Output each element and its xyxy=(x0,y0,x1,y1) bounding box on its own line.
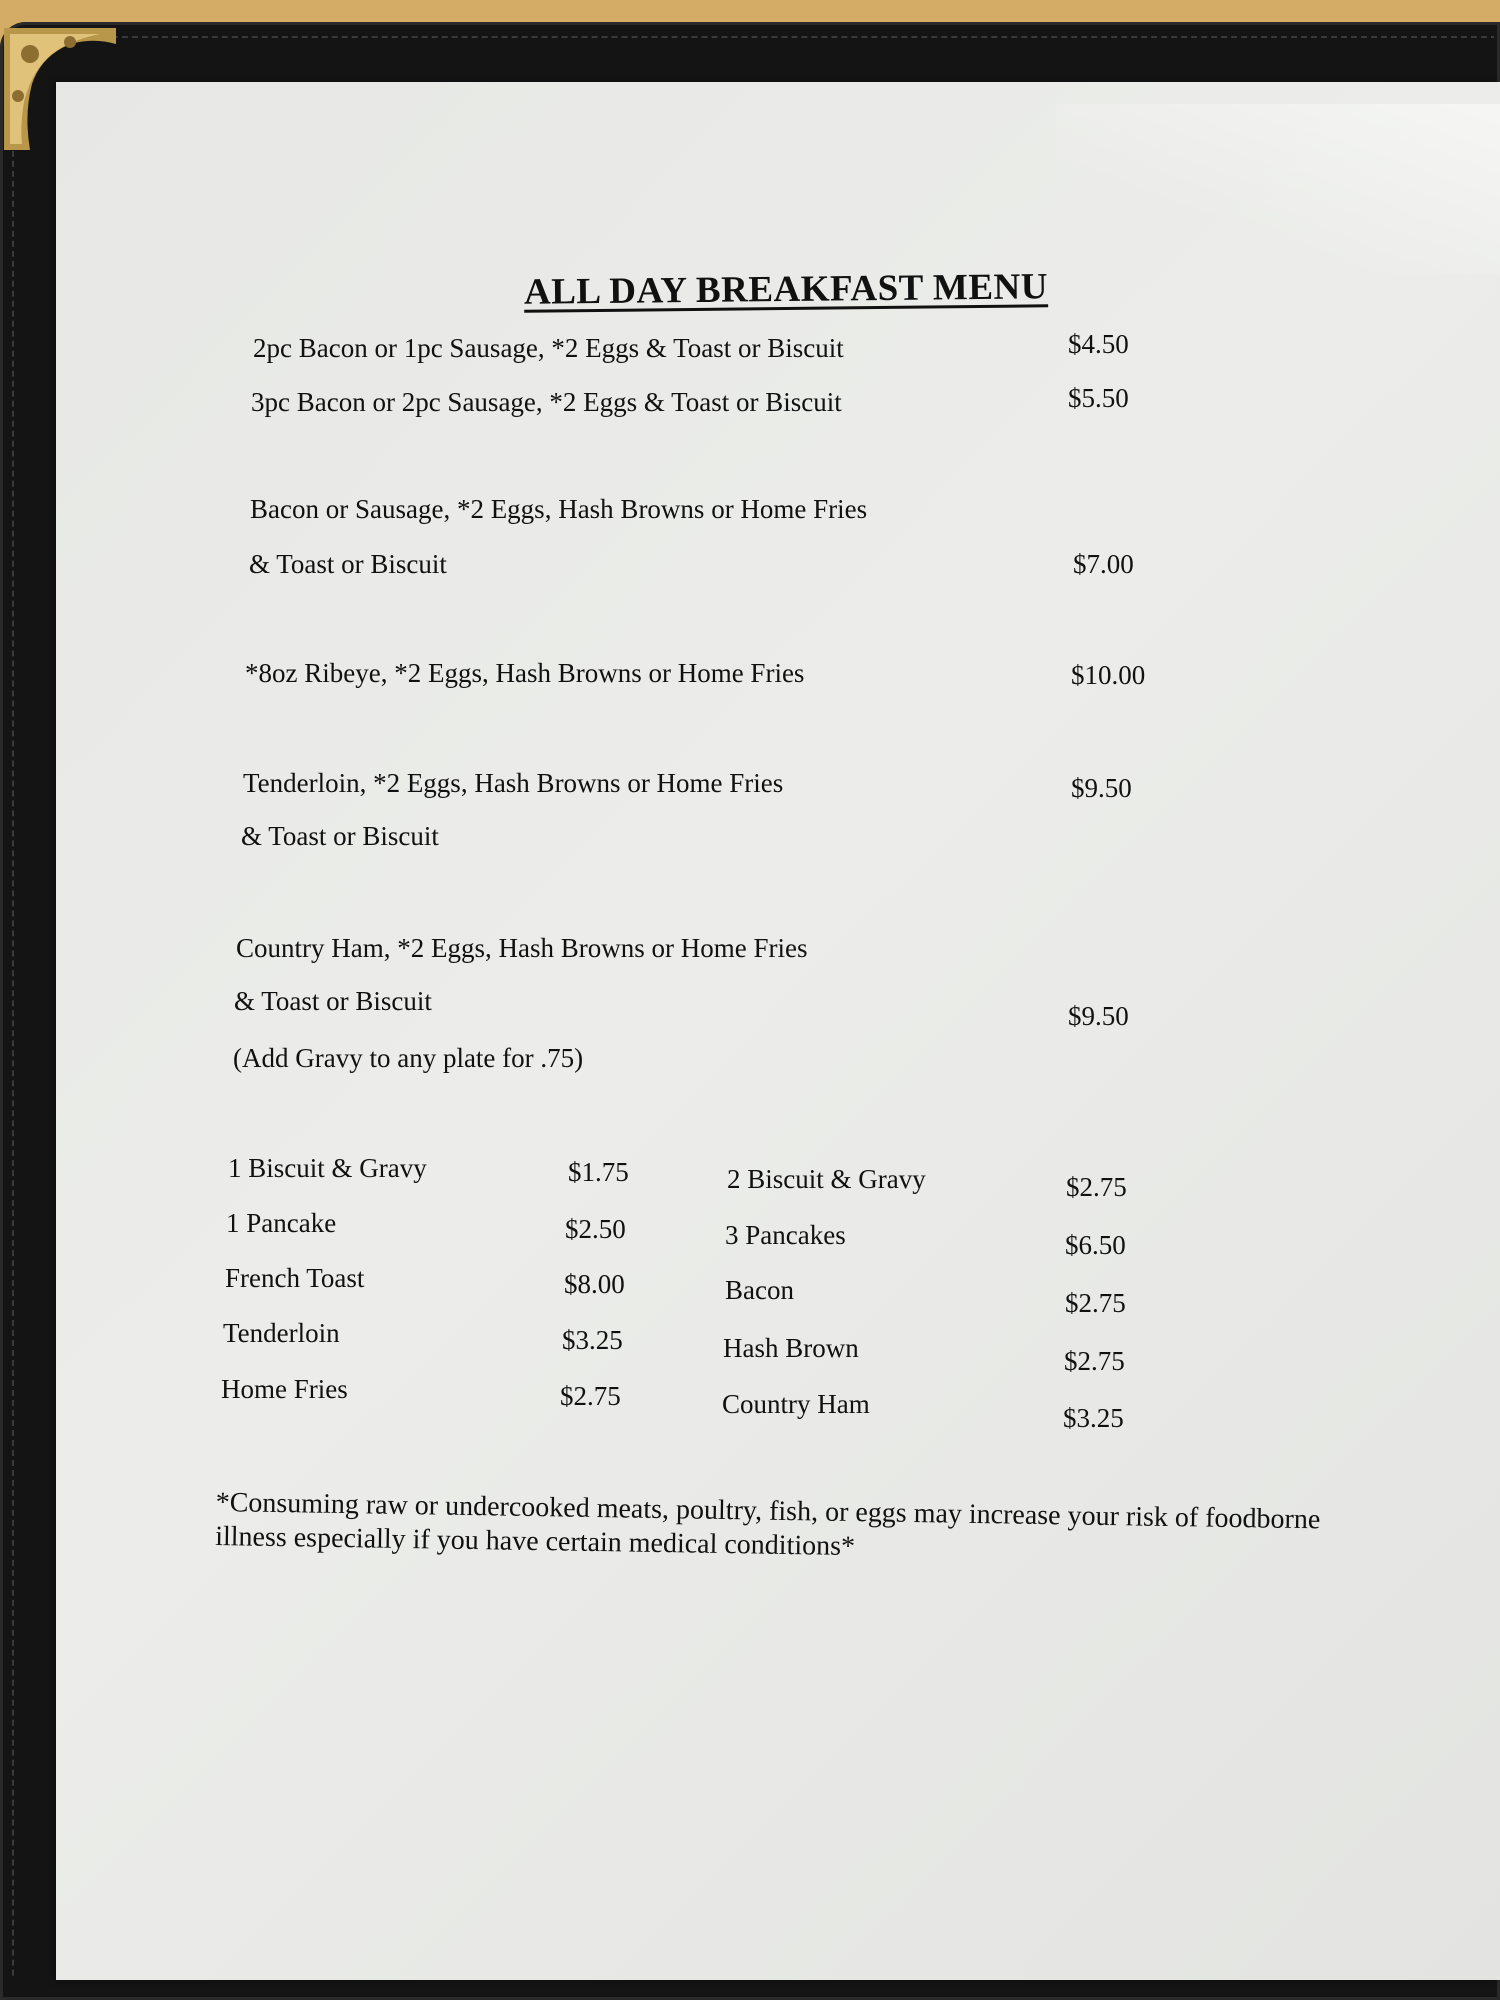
side-left-1-price: $1.75 xyxy=(568,1157,629,1187)
plate-3-line-2: & Toast or Biscuit xyxy=(249,549,447,579)
plate-6-line-2: & Toast or Biscuit xyxy=(234,986,432,1016)
side-right-4-price: $2.75 xyxy=(1064,1346,1125,1376)
side-right-1-name: 2 Biscuit & Gravy xyxy=(727,1164,926,1194)
plate-6-price: $9.50 xyxy=(1068,1001,1129,1031)
plate-6-gravy-note: (Add Gravy to any plate for .75) xyxy=(233,1043,584,1073)
plate-1-line-1: 2pc Bacon or 1pc Sausage, *2 Eggs & Toast or Biscuit xyxy=(253,333,844,363)
side-left-2-name: 1 Pancake xyxy=(226,1208,337,1238)
menu-page xyxy=(56,82,1500,1980)
side-right-1-price: $2.75 xyxy=(1066,1172,1127,1202)
food-safety-disclaimer: *Consuming raw or undercooked meats, poultry, fish, or eggs may increase your risk of foodborne illness especially if you have certain medical conditions* xyxy=(214,1486,1321,1563)
plate-3-line-1: Bacon or Sausage, *2 Eggs, Hash Browns or Home Fries xyxy=(250,494,868,524)
side-left-1-name: 1 Biscuit & Gravy xyxy=(228,1153,427,1183)
plate-1-price: $4.50 xyxy=(1068,329,1129,359)
plate-5-price: $9.50 xyxy=(1071,773,1132,803)
side-left-3-name: French Toast xyxy=(225,1263,365,1293)
side-right-2-name: 3 Pancakes xyxy=(725,1220,846,1250)
side-left-4-price: $3.25 xyxy=(562,1325,623,1355)
plate-2-line-1: 3pc Bacon or 2pc Sausage, *2 Eggs & Toast or Biscuit xyxy=(251,387,842,417)
plate-4-line-1: *8oz Ribeye, *2 Eggs, Hash Browns or Home Fries xyxy=(245,658,805,688)
plate-5-line-2: & Toast or Biscuit xyxy=(241,821,439,851)
side-right-5-price: $3.25 xyxy=(1063,1403,1124,1433)
side-left-5-name: Home Fries xyxy=(221,1374,348,1404)
plate-6-line-1: Country Ham, *2 Eggs, Hash Browns or Home Fries xyxy=(236,933,808,963)
plate-2-price: $5.50 xyxy=(1068,383,1129,413)
page-glare xyxy=(1056,104,1500,274)
side-right-2-price: $6.50 xyxy=(1065,1230,1126,1260)
side-left-4-name: Tenderloin xyxy=(223,1318,340,1348)
side-left-2-price: $2.50 xyxy=(565,1214,626,1244)
menu-title: ALL DAY BREAKFAST MENU xyxy=(523,266,1049,313)
side-left-5-price: $2.75 xyxy=(560,1381,621,1411)
side-right-5-name: Country Ham xyxy=(722,1389,870,1419)
side-right-3-name: Bacon xyxy=(725,1275,794,1305)
plate-3-price: $7.00 xyxy=(1073,549,1134,579)
side-left-3-price: $8.00 xyxy=(564,1269,625,1299)
side-right-4-name: Hash Brown xyxy=(723,1333,859,1363)
plate-5-line-1: Tenderloin, *2 Eggs, Hash Browns or Home Fries xyxy=(243,768,784,798)
side-right-3-price: $2.75 xyxy=(1065,1288,1126,1318)
plate-4-price: $10.00 xyxy=(1071,660,1146,690)
